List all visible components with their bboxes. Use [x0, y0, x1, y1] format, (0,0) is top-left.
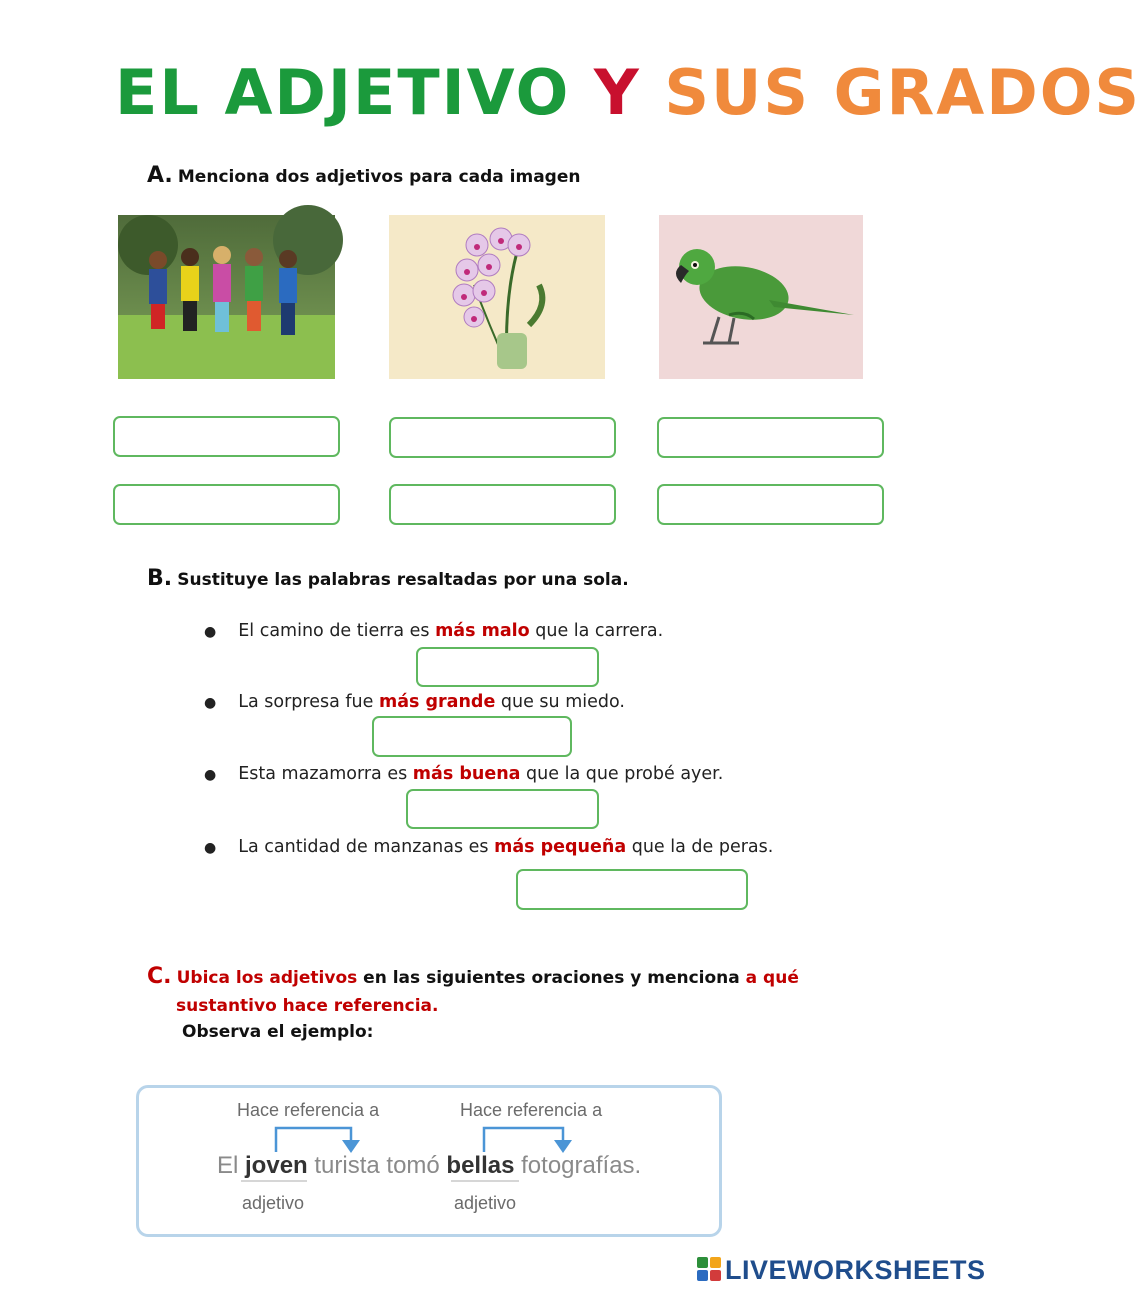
highlight-4: más pequeña — [494, 837, 627, 857]
section-c-line-2: sustantivo hace referencia. — [176, 996, 439, 1016]
section-c-red-2: a qué — [745, 968, 799, 988]
parrot-image — [659, 215, 863, 379]
section-c-black: en las siguientes oraciones y menciona — [357, 968, 746, 988]
sentence-4: ● La cantidad de manzanas es más pequeña que la de peras. — [204, 837, 774, 857]
answer-b-3[interactable] — [406, 789, 599, 829]
section-b-letter: B. — [147, 566, 173, 591]
page-title — [115, 56, 1141, 129]
answer-b-4[interactable] — [516, 869, 748, 910]
section-a-heading — [147, 163, 581, 188]
liveworksheets-logo — [697, 1255, 986, 1285]
section-c-red-1: Ubica los adjetivos — [176, 968, 358, 988]
orchid-image — [389, 215, 605, 379]
sentence-3: ● Esta mazamorra es más buena que la que probé ayer. — [204, 764, 724, 784]
answer-b-2[interactable] — [372, 716, 572, 757]
title-part-2: Y — [593, 56, 641, 129]
highlight-2: más grande — [378, 692, 496, 712]
adjective-bellas: bellas — [446, 1152, 515, 1179]
example-sentence: El joven turista tomó bellas fotografías. — [217, 1152, 642, 1179]
title-part-3: SUS GRADOS — [664, 56, 1141, 129]
answer-b-1[interactable] — [416, 647, 599, 687]
answer-a-1-2[interactable] — [113, 484, 340, 525]
ref-label-1: Hace referencia a — [237, 1100, 380, 1120]
adj-label-1: adjetivo — [242, 1193, 305, 1213]
adj-label-2: adjetivo — [454, 1193, 517, 1213]
example-label: Observa el ejemplo: — [182, 1022, 374, 1042]
answer-a-3-1[interactable] — [657, 417, 884, 458]
logo-text: LIVEWORKSHEETS — [725, 1254, 986, 1285]
adjective-joven: joven — [245, 1152, 308, 1179]
answer-a-2-2[interactable] — [389, 484, 616, 525]
highlight-1: más malo — [435, 621, 530, 641]
section-a-instruction: Menciona dos adjetivos para cada imagen — [177, 167, 581, 187]
example-box — [136, 1085, 722, 1237]
answer-a-2-1[interactable] — [389, 417, 616, 458]
sentence-1: ● El camino de tierra es más malo que la carrera. — [204, 621, 664, 641]
children-playing-image — [118, 215, 335, 379]
ref-label-2: Hace referencia a — [460, 1100, 603, 1120]
section-b-instruction: Sustituye las palabras resaltadas por una sola. — [177, 570, 629, 590]
highlight-3: más buena — [412, 764, 521, 784]
section-b-heading — [147, 566, 629, 591]
section-a-letter: A. — [147, 163, 173, 188]
section-c-letter: C. — [147, 964, 172, 989]
sentence-2: ● La sorpresa fue más grande que su miedo. — [204, 692, 625, 712]
answer-a-3-2[interactable] — [657, 484, 884, 525]
logo-badge-icon — [697, 1257, 723, 1283]
title-part-1: EL ADJETIVO — [115, 56, 571, 129]
answer-a-1-1[interactable] — [113, 416, 340, 457]
section-c-heading — [147, 964, 847, 989]
